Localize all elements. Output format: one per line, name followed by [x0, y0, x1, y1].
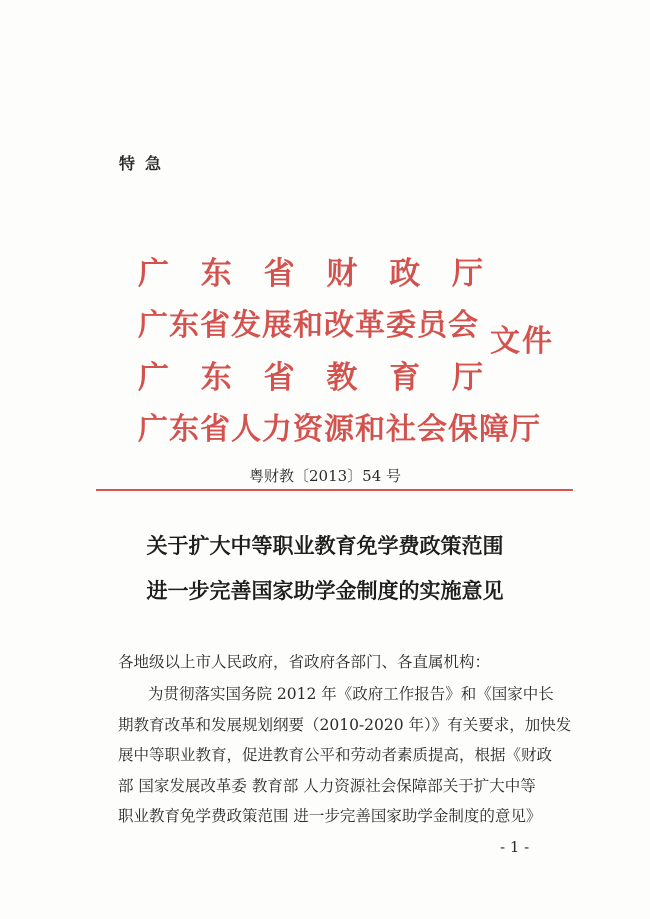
issuer-finance	[138, 248, 483, 300]
red-divider	[96, 489, 573, 491]
issuer-char: 厅	[451, 360, 483, 396]
issuer-char: 东	[200, 360, 232, 396]
issuer-char: 广	[138, 256, 169, 292]
document-number: 粤财教〔2013〕54 号	[248, 467, 402, 485]
salutation: 各地级以上市人民政府，省政府各部门、各直属机构：	[118, 653, 491, 671]
document-suffix: 文件	[490, 324, 554, 359]
issuer-char: 东	[200, 256, 232, 292]
body-paragraph	[118, 679, 572, 832]
issuer-char: 教	[326, 360, 358, 396]
issuer-char: 政	[389, 256, 421, 292]
issuer-human-resources: 广东省人力资源和社会保障厅	[138, 412, 541, 447]
issuer-char: 省	[263, 360, 295, 396]
title-line-2: 进一步完善国家助学金制度的实施意见	[146, 578, 504, 603]
title-line-1: 关于扩大中等职业教育免学费政策范围	[146, 533, 504, 558]
body-line: 展中等职业教育，促进教育公平和劳动者素质提高，根据《财政	[118, 746, 553, 764]
body-line: 职业教育免学费政策范围 进一步完善国家助学金制度的意见》	[118, 807, 542, 825]
body-line: 为贯彻落实国务院 2012 年《政府工作报告》和《国家中长	[148, 685, 554, 703]
issuer-char: 省	[263, 256, 295, 292]
issuer-char: 广	[138, 360, 169, 396]
body-line: 部 国家发展改革委 教育部 人力资源社会保障部关于扩大中等	[118, 776, 536, 795]
body-line: 期教育改革和发展规划纲要（2010-2020 年）》有关要求，加快发	[118, 715, 572, 734]
issuer-char: 财	[326, 256, 358, 292]
issuer-char: 育	[389, 360, 421, 396]
issuer-education	[138, 352, 483, 404]
urgency-label: 特急	[119, 154, 172, 173]
issuer-development-reform: 广东省发展和改革委员会	[138, 308, 479, 343]
issuer-char: 厅	[451, 256, 483, 292]
page-number: - 1 -	[500, 838, 530, 856]
